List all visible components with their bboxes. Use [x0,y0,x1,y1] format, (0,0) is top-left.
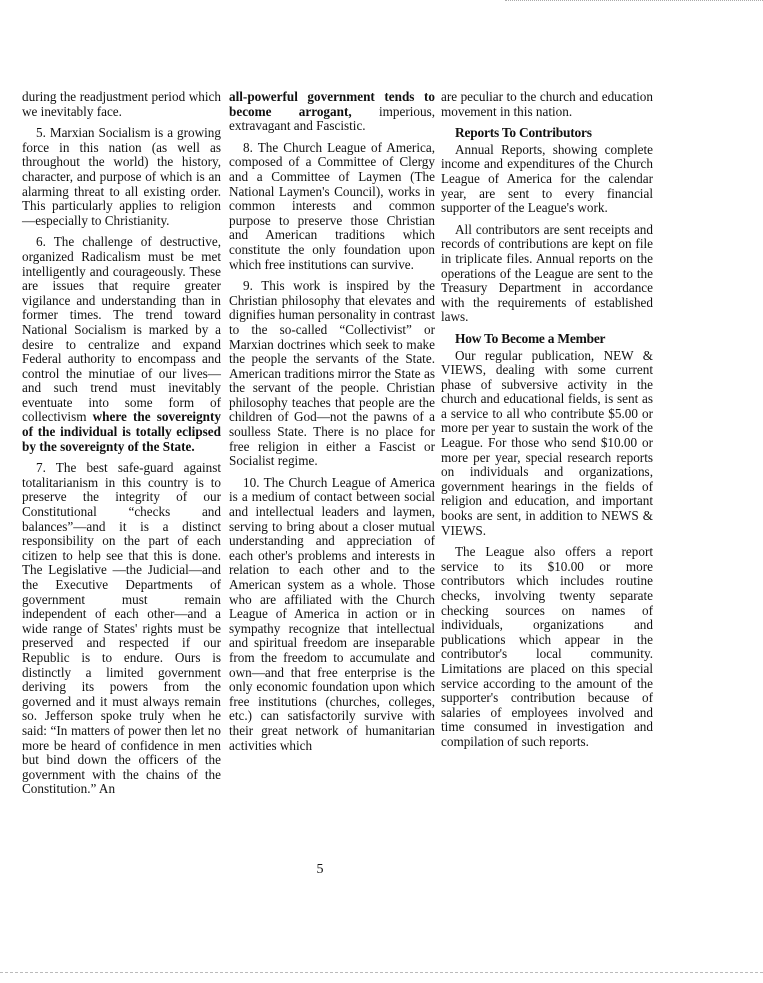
column-1 [22,90,221,804]
paragraph: during the readjustment period which we inevitably face. [22,89,221,119]
section-heading: Reports To Contributors [455,125,592,141]
paragraph: 9. This work is inspired by the Christian philosophy that elevates and dignifies human personality in contrast to the so-called “Collectivist” or Marxian doctrines which seek to make the people the servants of the State. American traditions mirror the State as the servant of the people. Christian philosophy teaches that people are the children of God—not the pawns of a soulless State. There is no place for free religion in either a Fascist or Socialist regime. [229,278,435,469]
top-scan-artifact [505,0,763,3]
column-2 [229,90,435,760]
paragraph-text: 6. The challenge of destructive, organized Radicalism must be met intelligently and courageously. These are issues that require greater vigilance and understanding than in former times. The trend toward National Socialism is marked by a desire to centralize and expand Federal authority to encompass and control the minutiae of our lives—and such trend must inevitably eventuate into some form of collectivism [22,234,221,425]
bottom-scan-artifact [0,972,763,979]
paragraph: Our regular publication, NEW & VIEWS, dealing with some current phase of subversive activity in the church and educational fields, is sent as a service to all who contribute $5.00 or more per year to sustain the work of the League. For those who send $10.00 or more per year, special research reports on individuals and organizations, government hearings in the fields of religion and education, and important books are sent, in addition to NEWS & VIEWS. [441,347,653,538]
paragraph: Annual Reports, showing complete income and expenditures of the Church League of America for the calendar year, are sent to every financial supporter of the League's work. [441,141,653,216]
paragraph [22,235,221,454]
paragraph: 7. The best safe-guard against totalitarianism in this country is to preserve the integrity of our Constitutional “checks and balances”—and it is a distinct responsibility on the part of each citizen to help see that this is done. The Legislative —the Judicial—and the Executive Departments of government must remain independent of each other—and a wide range of States' rights must be preserved and respected if our Republic is to endure. Ours is distinctly a limited government deriving its powers from the governed and it must always remain so. Jefferson spoke truly when he said: “In matters of power then let no more be heard of confidence in men but bind down the officers of the government with the chains of the Constitution.” An [22,460,221,797]
section-heading: How To Become a Member [455,330,606,346]
bold-emphasis: all-powerful government tends to become arrogant, [229,89,435,119]
paragraph: 5. Marxian Socialism is a growing force in this nation (as well as throughout the world) the history, character, and purpose of which is an alarming threat to all existing order. This particularly applies to religion—especially to Christianity. [22,125,221,228]
paragraph: 10. The Church League of America is a medium of contact between social and intellectual leaders and laymen, serving to bring about a closer mutual understanding and appreciation of each other's problems and interests in relation to each other and to the American system as a whole. Those who are affiliated with the Church League of America in action or in sympathy recognize that intellectual and spiritual freedom are inseparable from the freedom to accumulate and own—and that free enterprise is the only economic foundation upon which free institutions (churches, colleges, etc.) can satisfactorily survive with their great network of humanitarian activities which [229,474,435,753]
paragraph [229,90,435,134]
page-number: 5 [316,862,324,877]
bold-emphasis: where the sovereignty of the individual is totally eclipsed by the sovereignty of the State. [22,409,221,454]
paragraph: All contributors are sent receipts and records of contributions are kept on file in triplicate files. Annual reports on the operations of the League are sent to the Treasury Department in accordance with the requirements of established laws. [441,221,653,325]
paragraph: The League also offers a report service to its $10.00 or more contributors which includes routine checks, involving twenty separate checking sources on names of individuals, organizations and publications which appear in the contributor's local community. Limitations are placed on this special service according to the amount of the supporter's contribution because of salaries of employees involved and time consumed in investigation and compilation of such reports. [441,544,653,749]
paragraph-text: imperious, extravagant and Fascistic. [229,103,436,134]
paragraph: 8. The Church League of America, composed of a Committee of Clergy and a Committee of Laymen (The National Laymen's Council), works in common interests and common purpose to preserve those Christian and American traditions which constitute the only foundation upon which free institutions can survive. [229,139,435,272]
paragraph: are peculiar to the church and education movement in this nation. [441,89,653,119]
column-3 [441,90,653,757]
